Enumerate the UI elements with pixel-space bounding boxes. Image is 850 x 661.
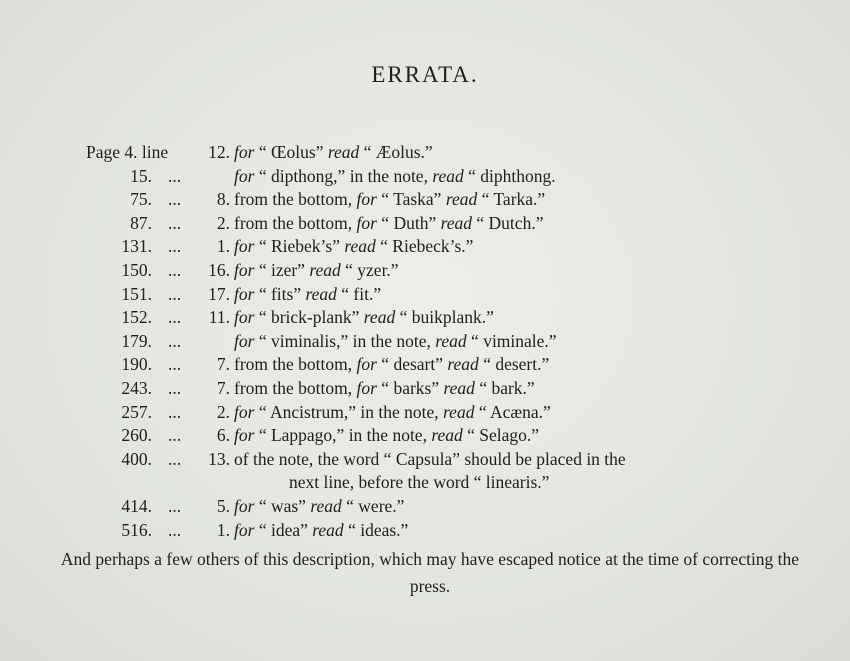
errata-row <box>0 472 850 496</box>
errata-correction: from the bottom, for “ barks” read “ bark.” <box>234 377 535 398</box>
errata-page-number: 151. <box>121 283 152 304</box>
errata-dots: ... <box>168 519 182 540</box>
errata-correction: for “ izer” read “ yzer.” <box>234 259 399 280</box>
errata-dots: ... <box>168 377 182 398</box>
errata-row <box>0 331 850 355</box>
errata-page-number: 414. <box>121 495 152 516</box>
errata-row <box>0 142 850 166</box>
errata-row <box>0 166 850 190</box>
errata-line-number: 12. <box>208 142 230 162</box>
errata-row <box>0 307 850 331</box>
errata-correction: for “ Ancistrum,” in the note, read “ Acæna.” <box>234 401 551 422</box>
errata-line-number: 1. <box>216 519 230 540</box>
errata-page-number: 179. <box>121 330 152 351</box>
errata-page-lead: Page 4. line <box>86 142 169 162</box>
errata-dots: ... <box>168 495 182 516</box>
errata-page-number: 516. <box>121 519 152 540</box>
errata-dots: ... <box>168 448 182 469</box>
errata-dots: ... <box>168 259 182 280</box>
errata-footer-note: And perhaps a few others of this description, which may have escaped notice at the time of correcting the press. <box>60 549 800 596</box>
errata-page-number: 87. <box>130 212 152 233</box>
errata-row <box>0 284 850 308</box>
errata-dots: ... <box>168 401 182 422</box>
errata-page-number: 190. <box>121 354 152 375</box>
errata-line-number: 5. <box>216 495 230 516</box>
errata-correction: for “ Œolus” read “ Æolus.” <box>234 142 433 162</box>
errata-correction: from the bottom, for “ Duth” read “ Dutch.” <box>234 212 544 233</box>
errata-page-number: 257. <box>121 401 152 422</box>
errata-correction: for “ was” read “ were.” <box>234 495 405 516</box>
errata-line-number: 6. <box>216 425 230 446</box>
errata-row <box>0 354 850 378</box>
errata-row <box>0 236 850 260</box>
errata-page-number: 152. <box>121 307 152 328</box>
errata-continuation: next line, before the word “ linearis.” <box>289 472 550 493</box>
errata-dots: ... <box>168 236 182 257</box>
errata-line-number: 1. <box>216 236 230 257</box>
errata-dots: ... <box>168 283 182 304</box>
errata-list <box>0 142 850 543</box>
errata-page-number: 75. <box>130 189 152 210</box>
errata-line-number: 17. <box>208 283 230 304</box>
errata-row <box>0 520 850 544</box>
errata-dots: ... <box>168 354 182 375</box>
errata-correction: from the bottom, for “ Taska” read “ Tarka.” <box>234 189 546 210</box>
errata-correction: for “ idea” read “ ideas.” <box>234 519 409 540</box>
errata-correction: for “ dipthong,” in the note, read “ diphthong. <box>234 165 556 186</box>
errata-line-number: 8. <box>216 189 230 210</box>
errata-dots: ... <box>168 307 182 328</box>
errata-row <box>0 425 850 449</box>
errata-correction: for “ viminalis,” in the note, read “ viminale.” <box>234 330 557 351</box>
errata-row <box>0 496 850 520</box>
errata-row <box>0 449 850 473</box>
errata-page-number: 400. <box>121 448 152 469</box>
errata-row <box>0 378 850 402</box>
errata-dots: ... <box>168 330 182 351</box>
errata-row <box>0 402 850 426</box>
errata-line-number: 2. <box>216 401 230 422</box>
errata-correction: for “ fits” read “ fit.” <box>234 283 382 304</box>
errata-correction: for “ Riebek’s” read “ Riebeck’s.” <box>234 236 474 257</box>
errata-line-number: 7. <box>216 377 230 398</box>
errata-correction: of the note, the word “ Capsula” should be placed in the <box>234 448 626 469</box>
errata-dots: ... <box>168 189 182 210</box>
errata-page-number: 15. <box>130 165 152 186</box>
errata-line-number: 7. <box>216 354 230 375</box>
errata-row <box>0 213 850 237</box>
errata-page-number: 260. <box>121 425 152 446</box>
errata-dots: ... <box>168 212 182 233</box>
errata-line-number: 2. <box>216 212 230 233</box>
errata-dots: ... <box>168 165 182 186</box>
errata-line-number: 16. <box>208 259 230 280</box>
errata-dots: ... <box>168 425 182 446</box>
errata-page-number: 131. <box>121 236 152 257</box>
errata-row <box>0 189 850 213</box>
errata-page-number: 243. <box>121 377 152 398</box>
errata-correction: from the bottom, for “ desart” read “ desert.” <box>234 354 550 375</box>
errata-correction: for “ brick-plank” read “ buikplank.” <box>234 307 494 328</box>
errata-line-number: 13. <box>208 448 230 469</box>
page-title: ERRATA. <box>371 62 479 87</box>
errata-line-number: 11. <box>208 307 230 328</box>
errata-correction: for “ Lappago,” in the note, read “ Selago.” <box>234 425 540 446</box>
errata-row <box>0 260 850 284</box>
errata-page-number: 150. <box>121 259 152 280</box>
